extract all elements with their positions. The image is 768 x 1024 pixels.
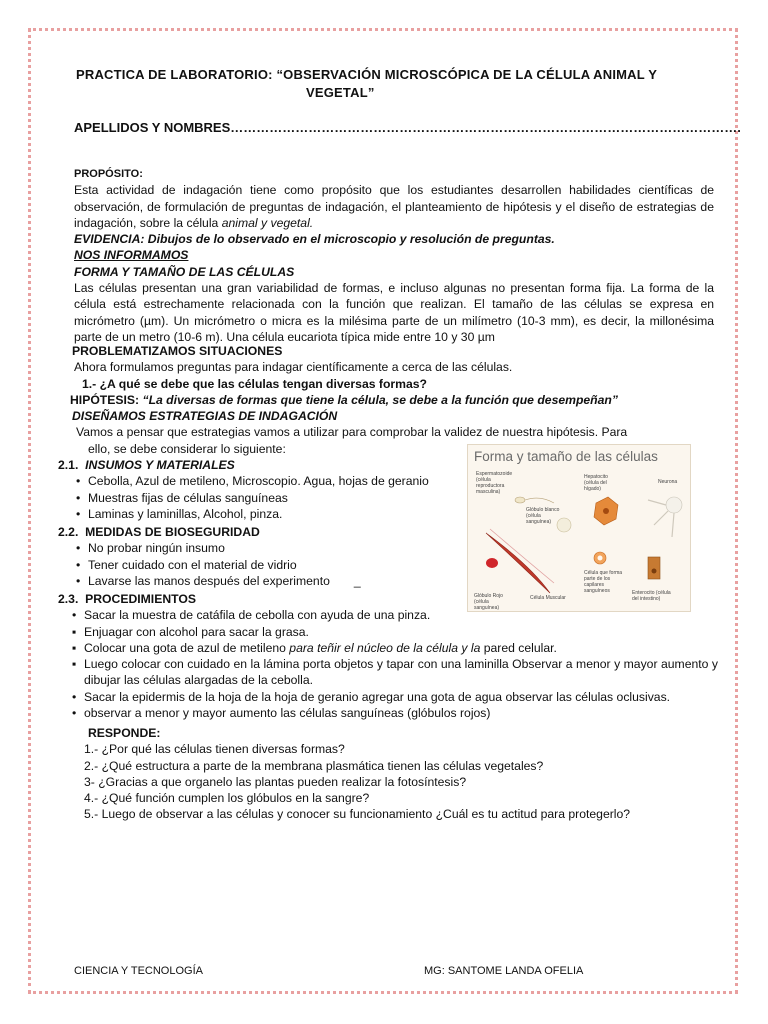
label-globulo-rojo: Glóbulo Rojo (célula sanguínea) — [474, 593, 503, 611]
sec23-list-squares — [70, 624, 718, 689]
hipotesis-line — [70, 392, 722, 408]
sec23-number: 2.3. — [58, 592, 79, 606]
item3-text-c: pared celular. — [480, 640, 557, 655]
disenamos-heading: DISEÑAMOS ESTRATEGIAS DE INDAGACIÓN — [72, 409, 338, 424]
title-line-1: PRACTICA DE LABORATORIO: “OBSERVACIÓN MICROSCÓPICA DE LA CÉLULA ANIMAL Y — [76, 67, 658, 82]
label-neurona: Neurona — [658, 479, 678, 485]
title-line-2: VEGETAL” — [306, 85, 375, 100]
sec22-list — [74, 540, 468, 589]
list-item-text: Lavarse las manos después del experimento — [88, 573, 330, 588]
footer-teacher: MG: SANTOME LANDA OFELIA — [424, 965, 584, 977]
sec22-heading: MEDIDAS DE BIOSEGURIDAD — [85, 525, 260, 539]
list-item: • Cebolla, Azul de metileno, Microscopio. Agua, hojas de geranio — [74, 473, 468, 489]
proposito-text-a: Esta actividad de indagación tiene como propósito que los estudiantes desarrollen habilidades científicas de observación, de formulación de preguntas de indagación, el planteamiento de hipótesis y el diseño de estrategias de indagación, sobre la célula — [74, 183, 714, 230]
list-item: • Sacar la muestra de catáfila de cebolla con ayuda de una pinza. — [70, 607, 718, 623]
label-enterocito: Enterocito (célula del intestino) — [632, 590, 671, 602]
problematizamos-heading: PROBLEMATIZAMOS SITUACIONES — [72, 344, 283, 358]
evidencia-text: EVIDENCIA: Dibujos de lo observado en el microscopio y resolución de preguntas. — [74, 232, 555, 247]
responde-heading: RESPONDE: — [88, 726, 161, 740]
question-item: 3- ¿Gracias a que organelo las plantas pueden realizar la fotosíntesis? — [84, 774, 467, 789]
label-hepatocito: Hepatocito (célula del hígado) — [584, 474, 608, 492]
dash-mark: _ — [353, 573, 361, 588]
nos-informamos-heading: NOS INFORMAMOS — [74, 248, 189, 263]
section-2-2 — [58, 524, 468, 589]
list-item: • observar a menor y mayor aumento las células sanguíneas (glóbulos rojos) — [70, 705, 718, 721]
list-item: ▪ Enjuagar con alcohol para sacar la grasa. — [70, 624, 718, 640]
list-item: • Muestras fijas de células sanguíneas — [74, 490, 468, 506]
label-globulo-blanco: Glóbulo blanco (célula sanguínea) — [526, 507, 560, 525]
question-item: 4.- ¿Qué función cumplen los glóbulos en la sangre? — [84, 791, 370, 806]
enterocyte-icon — [648, 557, 660, 579]
list-item: ▪ Luego colocar con cuidado en la lámina porta objetos y tapar con una laminilla Observar a menor y mayor aumento y dibujar las células alargadas de la cebolla. — [70, 656, 718, 689]
red-blood-cell-icon — [486, 558, 498, 568]
forma-heading: FORMA Y TAMAÑO DE LAS CÉLULAS — [74, 264, 295, 279]
proposito-heading: PROPÓSITO: — [74, 168, 143, 180]
document-body — [74, 166, 714, 345]
problematizamos-question: 1.- ¿A qué se debe que las células tengan diversas formas? — [82, 376, 427, 391]
list-item: • Sacar la epidermis de la hoja de la hoja de geranio agregar una gota de agua observar las células oclusivas. — [70, 689, 718, 705]
sec21-number: 2.1. — [58, 458, 79, 472]
proposito-text — [74, 182, 714, 231]
hipotesis-label: HIPÓTESIS: — [70, 392, 140, 407]
item3-text-a: Colocar una gota de azul de metileno — [84, 640, 290, 655]
item3-text-b: para teñir el núcleo de la célula y la — [289, 640, 481, 655]
disenamos-text-2: ello, se debe considerar lo siguiente: — [88, 441, 286, 456]
sec23-list — [70, 607, 718, 623]
problematizamos-text: Ahora formulamos preguntas para indagar científicamente a cerca de las células. — [74, 360, 513, 375]
document-title — [76, 66, 676, 102]
label-espermatozoide: Espermatozoide (célula reproductora masculina) — [476, 471, 513, 495]
neuron-icon — [666, 497, 682, 513]
sec21-heading: INSUMOS Y MATERIALES — [85, 458, 235, 472]
sec22-number: 2.2. — [58, 525, 79, 539]
proposito-text-b: animal y vegetal. — [221, 215, 314, 230]
sperm-cell-icon — [515, 497, 525, 503]
list-item: • Laminas y laminillas, Alcohol, pinza. — [74, 506, 468, 522]
sec21-list — [74, 473, 468, 522]
sec23-heading: PROCEDIMIENTOS — [85, 592, 196, 606]
hipotesis-text: “La diversas de formas que tiene la célula, se debe a la función que desempeñan” — [142, 392, 618, 407]
label-muscular: Célula Muscular — [530, 595, 566, 601]
list-item: • Tener cuidado con el material de vidrio — [74, 557, 468, 573]
responde-section — [84, 725, 724, 823]
cell-shapes-figure — [467, 444, 691, 612]
footer-subject: CIENCIA Y TECNOLOGÍA — [74, 965, 203, 977]
question-item: 2.- ¿Qué estructura a parte de la membrana plasmática tienen las células vegetales? — [84, 758, 544, 773]
sec23-list-bullets — [70, 689, 718, 722]
figure-title: Forma y tamaño de las células — [474, 449, 658, 464]
cell-illustrations — [468, 445, 690, 611]
list-item — [70, 640, 718, 656]
problematizamos-section — [72, 343, 722, 457]
question-item: 5.- Luego de observar a las células y conocer su funcionamiento ¿Cuál es tu actitud para protegerlo? — [84, 807, 631, 822]
list-item — [74, 573, 468, 589]
section-2-3 — [58, 591, 718, 721]
list-item: • No probar ningún insumo — [74, 540, 468, 556]
label-capilares: Célula que forma parte de los capilares sanguíneos — [584, 570, 623, 594]
question-item: 1.- ¿Por qué las células tienen diversas formas? — [84, 742, 345, 757]
names-field-label: APELLIDOS Y NOMBRES………………………………………………………………………………………………………. — [74, 120, 741, 135]
forma-text: Las células presentan una gran variabilidad de formas, e incluso algunas no presentan forma fija. La forma de la célula está estrechamente relacionada con la función que realizan. El tamaño de las células se expresa en micrómetro (µm). Un micrómetro o micra es la milésima parte de un milímetro (10-3 mm), es decir, la millonésima parte de un metro (10-6 m). Una célula eucariota típica mide entre 10 y 30 µm — [74, 281, 714, 344]
disenamos-text-1: Vamos a pensar que estrategias vamos a utilizar para comprobar la validez de nuestra hipótesis. Para — [76, 425, 628, 440]
section-2-1 — [58, 457, 468, 522]
